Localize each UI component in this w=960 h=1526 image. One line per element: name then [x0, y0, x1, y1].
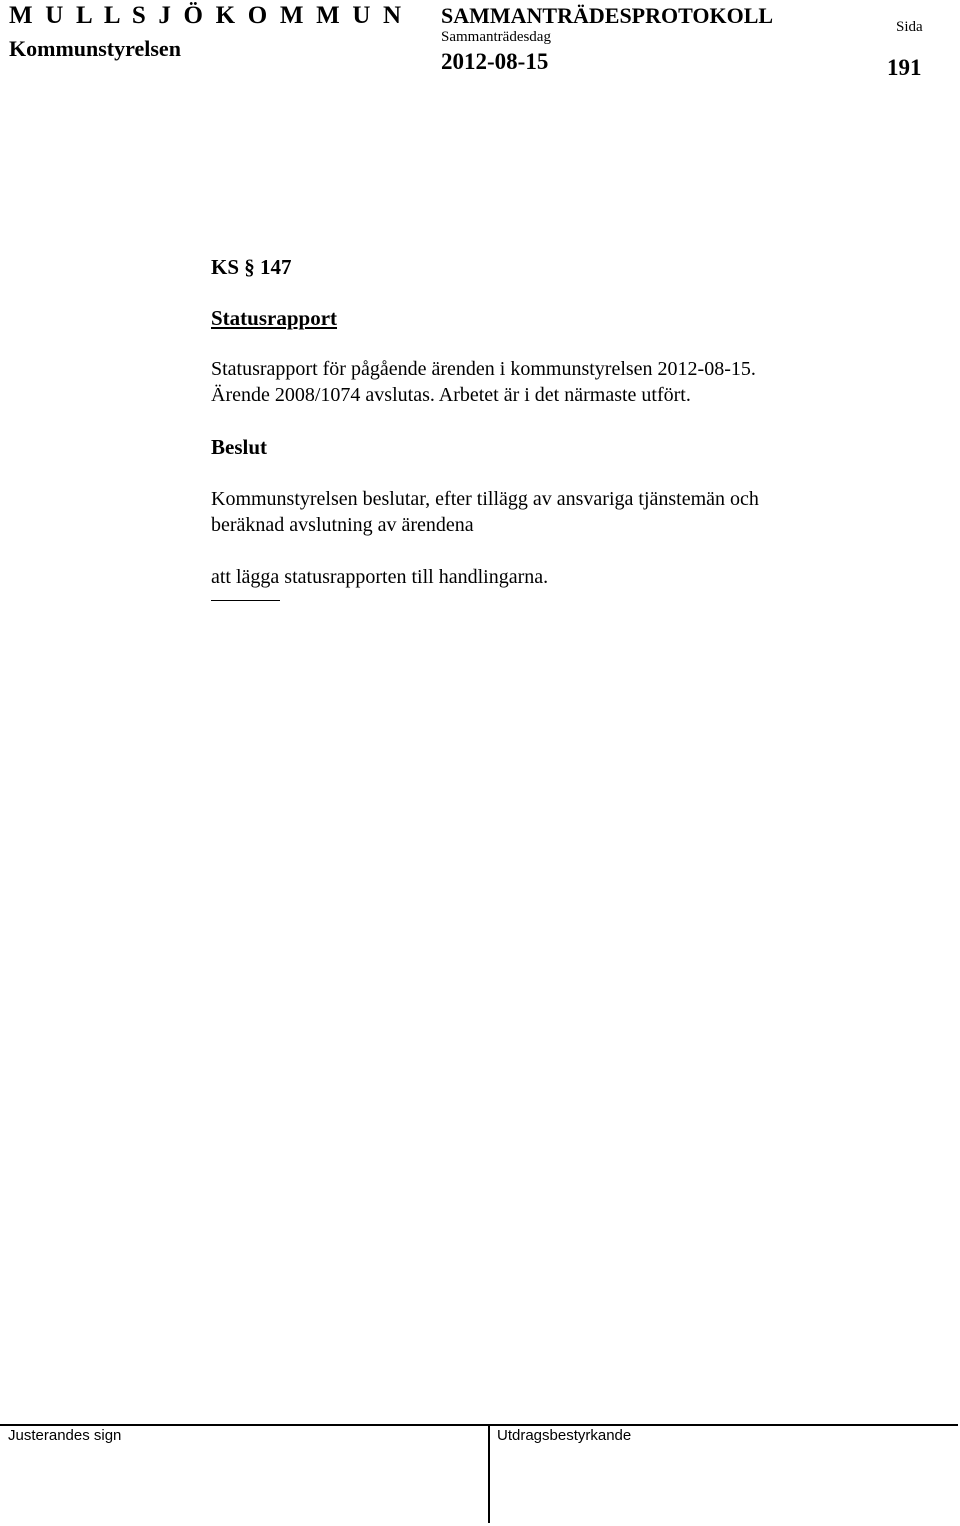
end-rule — [211, 600, 280, 601]
case-id: KS § 147 — [211, 255, 292, 279]
spacer — [211, 408, 911, 434]
footer-rule — [0, 1424, 958, 1426]
footer-divider — [488, 1425, 490, 1523]
spacer — [211, 538, 911, 564]
decision-label: Beslut — [211, 435, 268, 459]
signature-label: Justerandes sign — [8, 1427, 122, 1444]
meeting-date-label: Sammanträdesdag — [441, 29, 551, 45]
certification-label: Utdragsbestyrkande — [497, 1427, 632, 1444]
municipality-name: M U L L S J Ö K O M M U N — [9, 2, 405, 29]
document-type: SAMMANTRÄDESPROTOKOLL — [441, 3, 774, 28]
decision-line: beräknad avslutning av ärendena — [211, 514, 474, 536]
decision-outcome: att lägga statusrapporten till handlingarna. — [211, 566, 549, 588]
page-label: Sida — [896, 19, 923, 35]
page-number: 191 — [887, 55, 922, 80]
meeting-date: 2012-08-15 — [441, 49, 549, 74]
case-title: Statusrapport — [211, 306, 338, 330]
decision-line: Kommunstyrelsen beslutar, efter tillägg av ansvariga tjänstemän och — [211, 488, 759, 510]
board-name: Kommunstyrelsen — [9, 36, 181, 61]
case-section — [211, 254, 911, 601]
body-line: Ärende 2008/1074 avslutas. Arbetet är i det närmaste utfört. — [211, 384, 691, 406]
body-line: Statusrapport för pågående ärenden i kommunstyrelsen 2012-08-15. — [211, 358, 756, 380]
